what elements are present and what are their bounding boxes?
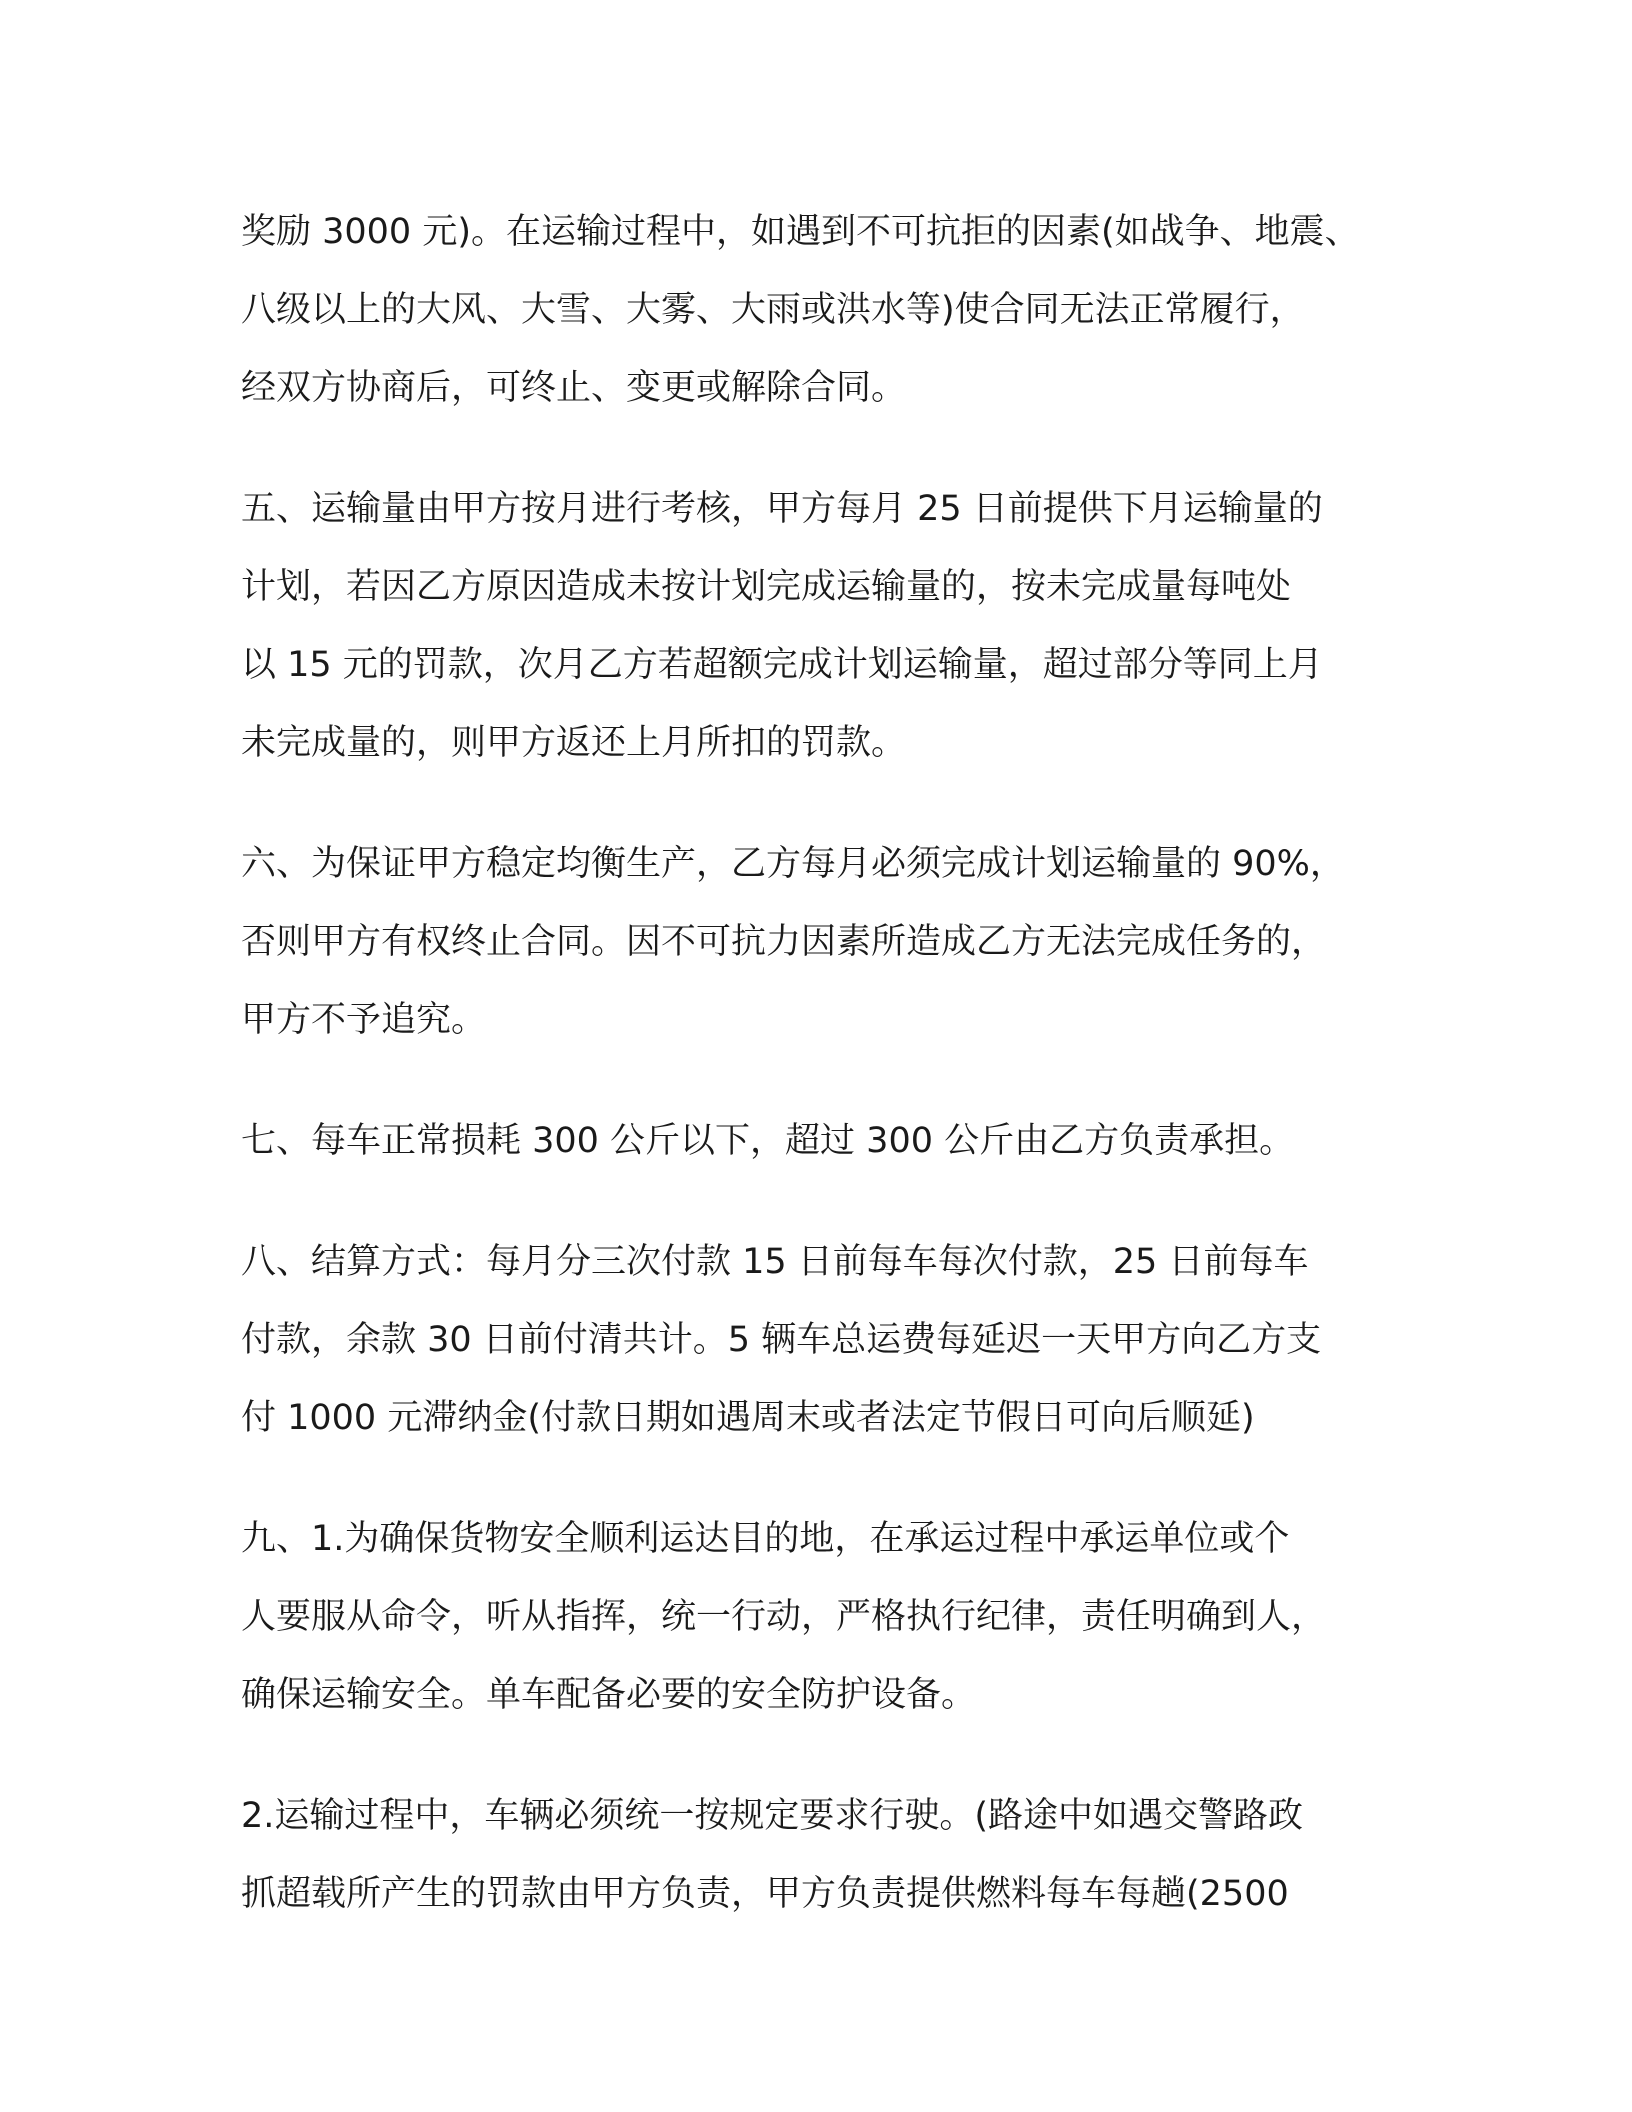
text-line: 奖励 3000 元)。在运输过程中，如遇到不可抗拒的因素(如战争、地震、 xyxy=(241,212,1360,252)
text-line: 付款，余款 30 日前付清共计。5 辆车总运费每延迟一天甲方向乙方支 xyxy=(241,1320,1322,1360)
document-body xyxy=(241,193,1411,1976)
text-line: 确保运输安全。单车配备必要的安全防护设备。 xyxy=(241,1675,977,1715)
text-line: 抓超载所产生的罚款由甲方负责，甲方负责提供燃料每车每趟(2500 xyxy=(241,1874,1289,1914)
text-line: 付 1000 元滞纳金(付款日期如遇周末或者法定节假日可向后顺延) xyxy=(241,1398,1255,1438)
paragraph-clause-8 xyxy=(241,1223,1411,1457)
paragraph-clause-6 xyxy=(241,825,1411,1059)
text-line: 未完成量的，则甲方返还上月所扣的罚款。 xyxy=(241,723,907,763)
paragraph-clause-9-2 xyxy=(241,1777,1411,1933)
text-line: 八级以上的大风、大雪、大雾、大雨或洪水等)使合同无法正常履行， xyxy=(241,290,1305,330)
text-line: 经双方协商后，可终止、变更或解除合同。 xyxy=(241,368,907,408)
paragraph-clause-5 xyxy=(241,470,1411,782)
paragraph-clause-9-1 xyxy=(241,1500,1411,1734)
text-line: 九、1.为确保货物安全顺利运达目的地，在承运过程中承运单位或个 xyxy=(241,1519,1290,1559)
text-line: 以 15 元的罚款，次月乙方若超额完成计划运输量，超过部分等同上月 xyxy=(241,645,1323,685)
paragraph-continuation xyxy=(241,193,1411,427)
text-line: 2.运输过程中，车辆必须统一按规定要求行驶。(路途中如遇交警路政 xyxy=(241,1796,1304,1836)
text-line: 八、结算方式：每月分三次付款 15 日前每车每次付款，25 日前每车 xyxy=(241,1242,1309,1282)
text-line: 人要服从命令，听从指挥，统一行动，严格执行纪律，责任明确到人， xyxy=(241,1597,1327,1637)
text-line: 否则甲方有权终止合同。因不可抗力因素所造成乙方无法完成任务的， xyxy=(241,922,1327,962)
text-line: 计划，若因乙方原因造成未按计划完成运输量的，按未完成量每吨处 xyxy=(241,567,1292,607)
text-line: 甲方不予追究。 xyxy=(241,1000,487,1040)
text-line: 六、为保证甲方稳定均衡生产，乙方每月必须完成计划运输量的 90%， xyxy=(241,844,1345,884)
paragraph-clause-7 xyxy=(241,1102,1411,1180)
text-line: 七、每车正常损耗 300 公斤以下，超过 300 公斤由乙方负责承担。 xyxy=(241,1121,1295,1161)
text-line: 五、运输量由甲方按月进行考核，甲方每月 25 日前提供下月运输量的 xyxy=(241,489,1323,529)
